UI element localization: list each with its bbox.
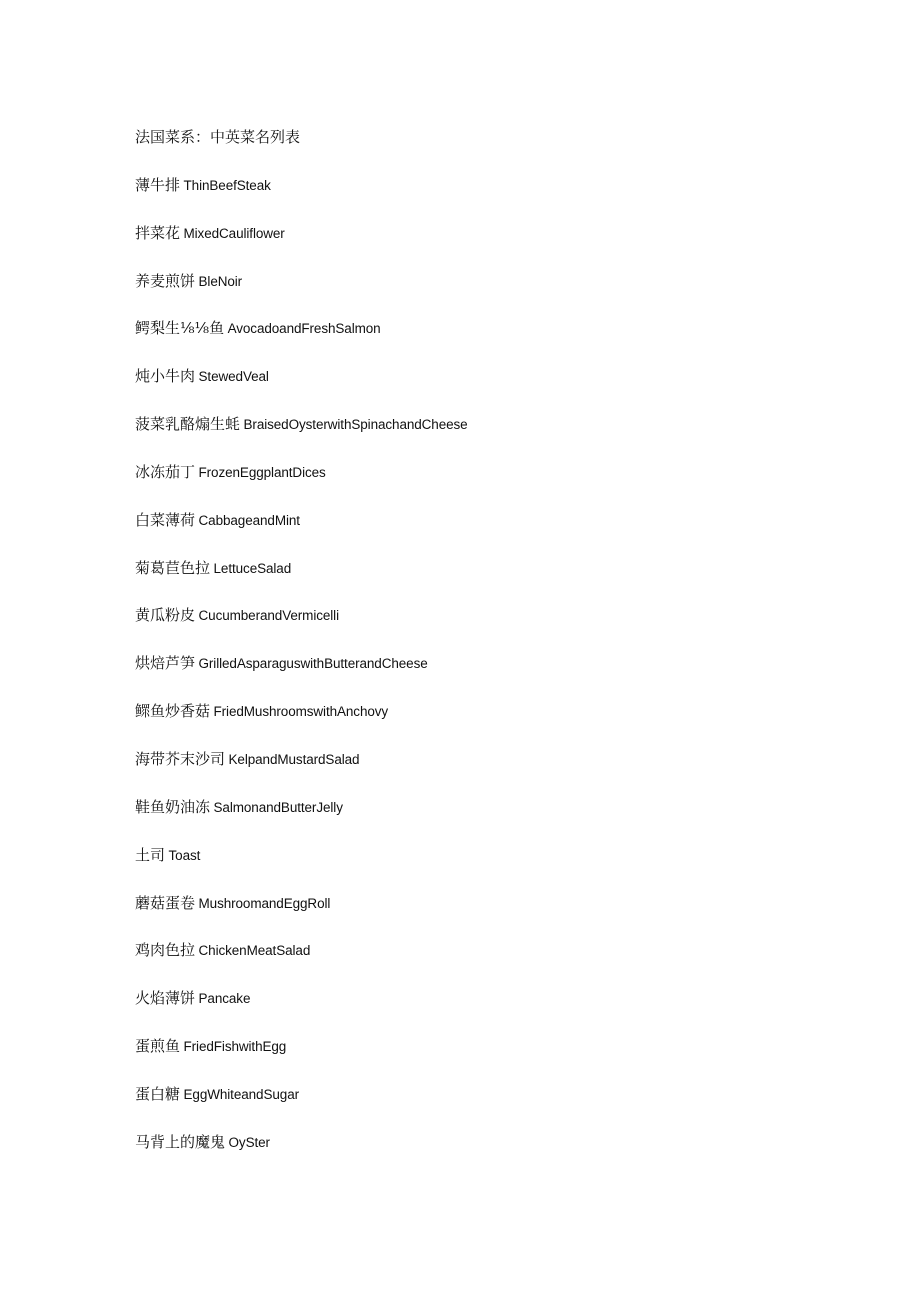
dish-item	[135, 363, 855, 411]
dish-item	[135, 937, 855, 985]
dish-english-name: SalmonandButterJelly	[213, 799, 343, 815]
dish-chinese-name: 拌菜花	[135, 223, 181, 242]
dish-item	[135, 172, 855, 220]
dish-english-name: GrilledAsparaguswithButterandCheese	[198, 656, 428, 672]
dish-chinese-name: 鞋鱼奶油冻	[135, 797, 211, 816]
dish-item	[135, 890, 855, 938]
dish-item	[135, 698, 855, 746]
dish-chinese-name: 鳏鱼炒香菇	[135, 702, 211, 721]
dish-item	[135, 602, 855, 650]
dish-chinese-name: 菊葛苣色拉	[135, 558, 211, 577]
dish-chinese-name: 蛋煎鱼	[135, 1037, 181, 1056]
dish-english-name: FriedMushroomswithAnchovy	[213, 704, 389, 720]
dish-english-name: LettuceSalad	[213, 560, 292, 576]
dish-english-name: CabbageandMint	[198, 512, 300, 528]
dish-english-name: ThinBeefSteak	[183, 177, 271, 193]
dish-chinese-name: 土司	[135, 845, 166, 864]
dish-item	[135, 746, 855, 794]
dish-chinese-name: 蘑菇蛋卷	[135, 893, 196, 912]
dish-english-name: MixedCauliflower	[183, 225, 285, 241]
dish-item	[135, 315, 855, 363]
dish-english-name: Pancake	[198, 991, 251, 1007]
dish-chinese-name: 蛋白糖	[135, 1084, 181, 1103]
dish-chinese-name: 冰冻茄丁	[135, 462, 196, 481]
dish-chinese-name: 火焰薄饼	[135, 989, 196, 1008]
document-body	[135, 124, 855, 1177]
dish-item	[135, 268, 855, 316]
dish-item	[135, 1081, 855, 1129]
dish-item	[135, 220, 855, 268]
dish-item	[135, 985, 855, 1033]
dish-english-name: ChickenMeatSalad	[198, 943, 311, 959]
dish-english-name: AvocadoandFreshSalmon	[227, 321, 381, 337]
dish-item	[135, 507, 855, 555]
dish-english-name: FrozenEggplantDices	[198, 464, 326, 480]
dish-item	[135, 1033, 855, 1081]
dish-english-name: BleNoir	[198, 273, 243, 289]
dish-chinese-name: 烘焙芦笋	[135, 654, 196, 673]
dish-item	[135, 411, 855, 459]
dish-chinese-name: 炖小牛肉	[135, 367, 196, 386]
dish-english-name: StewedVeal	[198, 369, 269, 385]
dish-chinese-name: 马背上的魔鬼	[135, 1132, 226, 1151]
dish-chinese-name: 海带芥末沙司	[135, 749, 226, 768]
dish-item	[135, 555, 855, 603]
dish-english-name: Toast	[168, 847, 201, 863]
dish-item	[135, 459, 855, 507]
dish-english-name: MushroomandEggRoll	[198, 895, 331, 911]
dish-english-name: CucumberandVermicelli	[198, 608, 339, 624]
dish-english-name: BraisedOysterwithSpinachandCheese	[243, 417, 468, 433]
dish-chinese-name: 鳄梨生⅛⅛鱼	[135, 319, 225, 338]
dish-chinese-name: 养麦煎饼	[135, 271, 196, 290]
dish-item	[135, 842, 855, 890]
dish-chinese-name: 白菜薄荷	[135, 510, 196, 529]
dish-item	[135, 1129, 855, 1177]
dish-english-name: FriedFishwithEgg	[183, 1039, 287, 1055]
dish-english-name: KelpandMustardSalad	[228, 751, 360, 767]
dish-english-name: EggWhiteandSugar	[183, 1086, 299, 1102]
dish-chinese-name: 黄瓜粉皮	[135, 606, 196, 625]
dish-english-name: OySter	[228, 1134, 270, 1150]
dish-item	[135, 650, 855, 698]
dish-chinese-name: 鸡肉色拉	[135, 941, 196, 960]
dish-chinese-name: 薄牛排	[135, 175, 181, 194]
dish-chinese-name: 菠菜乳酪煽生蚝	[135, 415, 241, 434]
document-title: 法国菜系：中英菜名列表	[135, 128, 301, 146]
dish-item	[135, 794, 855, 842]
